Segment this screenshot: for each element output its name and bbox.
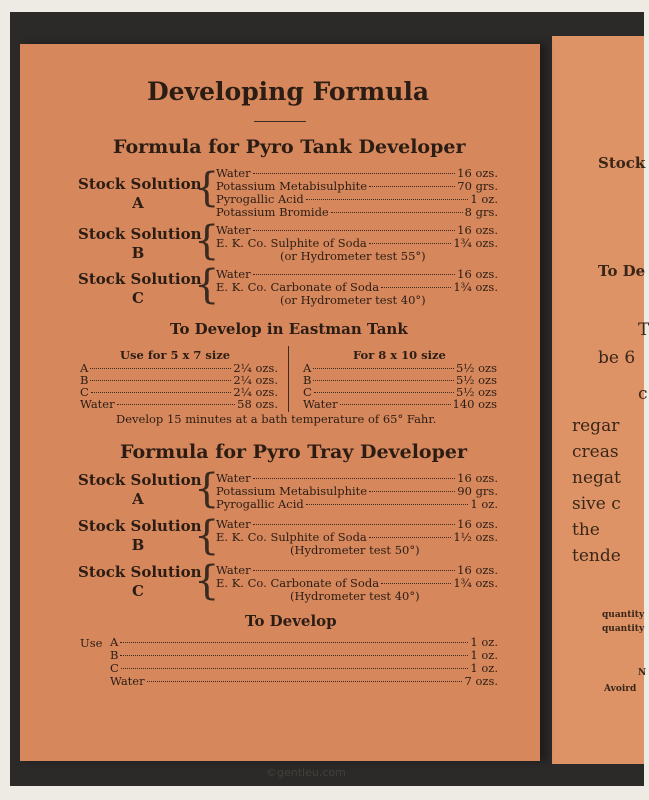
brace-icon: { xyxy=(194,165,220,211)
next-page-be-6: be 6 xyxy=(598,348,636,368)
tank-stock-c-note: (or Hydrometer test 40°) xyxy=(280,293,426,307)
list-item: Potassium Metabisulphite 70 grs. xyxy=(216,179,498,193)
tank-stock-a-label: Stock Solution A xyxy=(78,175,202,212)
next-page-creas: creas xyxy=(572,442,619,462)
list-item: E. K. Co. Sulphite of Soda 1¾ ozs. xyxy=(216,236,498,250)
tank-develop-heading: To Develop in Eastman Tank xyxy=(170,320,408,338)
tray-stock-c-note: (Hydrometer test 40°) xyxy=(290,589,420,603)
next-page-to-develop: To De xyxy=(598,262,646,280)
list-item: E. K. Co. Carbonate of Soda 1¾ ozs. xyxy=(216,280,498,294)
next-page-the: the xyxy=(572,520,600,540)
list-item: Pyrogallic Acid 1 oz. xyxy=(216,192,498,206)
next-page-stock: Stock xyxy=(598,154,646,172)
next-page-n: N xyxy=(638,668,647,678)
brace-icon: { xyxy=(194,218,220,264)
column-divider xyxy=(288,346,289,412)
table-row: C 5½ ozs xyxy=(303,385,497,399)
table-row: Water 7 ozs. xyxy=(110,674,498,688)
table-row: B 2¼ ozs. xyxy=(80,373,278,387)
title-rule xyxy=(254,121,306,122)
col-8x10-heading: For 8 x 10 size xyxy=(353,348,446,362)
tray-stock-b-note: (Hydrometer test 50°) xyxy=(290,543,420,557)
tray-stock-c-label: Stock Solution C xyxy=(78,563,202,600)
tank-develop-note: Develop 15 minutes at a bath temperature of 65° Fahr. xyxy=(116,412,437,426)
next-page-c: c xyxy=(638,384,648,404)
tray-develop-heading: To Develop xyxy=(245,612,337,630)
list-item: Water 16 ozs. xyxy=(216,471,498,485)
list-item: Potassium Bromide 8 grs. xyxy=(216,205,498,219)
list-item: Pyrogallic Acid 1 oz. xyxy=(216,497,498,511)
tray-heading: Formula for Pyro Tray Developer xyxy=(120,441,467,463)
next-page xyxy=(552,36,649,764)
list-item: Water 16 ozs. xyxy=(216,223,498,237)
table-row: A 5½ ozs xyxy=(303,361,497,375)
tray-stock-b-label: Stock Solution B xyxy=(78,517,202,554)
next-page-regar: regar xyxy=(572,416,620,436)
list-item: Water 16 ozs. xyxy=(216,517,498,531)
brace-icon: { xyxy=(194,262,220,308)
brace-icon: { xyxy=(194,466,220,512)
next-page-avoird: Avoird xyxy=(604,684,637,694)
tank-heading: Formula for Pyro Tank Developer xyxy=(113,136,466,158)
table-row: A 1 oz. xyxy=(110,635,498,649)
table-row: Water 58 ozs. xyxy=(80,397,278,411)
next-page-negat: negat xyxy=(572,468,621,488)
table-row: A 2¼ ozs. xyxy=(80,361,278,375)
list-item: Water 16 ozs. xyxy=(216,563,498,577)
list-item: E. K. Co. Sulphite of Soda 1½ ozs. xyxy=(216,530,498,544)
table-row: Water 140 ozs xyxy=(303,397,497,411)
next-page-sive-c: sive c xyxy=(572,494,621,514)
next-page-quantity-1: quantity xyxy=(602,610,645,620)
list-item: Potassium Metabisulphite 90 grs. xyxy=(216,484,498,498)
tank-stock-c-label: Stock Solution C xyxy=(78,270,202,307)
use-label: Use xyxy=(80,636,103,650)
table-row: C 2¼ ozs. xyxy=(80,385,278,399)
formula-page xyxy=(20,44,540,761)
table-row: B 5½ ozs xyxy=(303,373,497,387)
next-page-tende: tende xyxy=(572,546,621,566)
next-page-t: T xyxy=(638,320,649,340)
brace-icon: { xyxy=(194,558,220,604)
tank-stock-b-note: (or Hydrometer test 55°) xyxy=(280,249,426,263)
table-row: B 1 oz. xyxy=(110,648,498,662)
tray-stock-a-label: Stock Solution A xyxy=(78,471,202,508)
page-title: Developing Formula xyxy=(147,77,430,106)
list-item: E. K. Co. Carbonate of Soda 1¾ ozs. xyxy=(216,576,498,590)
list-item: Water 16 ozs. xyxy=(216,166,498,180)
col-5x7-heading: Use for 5 x 7 size xyxy=(120,348,231,362)
brace-icon: { xyxy=(194,513,220,559)
list-item: Water 16 ozs. xyxy=(216,267,498,281)
watermark: ©gentleu.com xyxy=(266,766,346,779)
tank-stock-b-label: Stock Solution B xyxy=(78,225,202,262)
next-page-quantity-2: quantity xyxy=(602,624,645,634)
table-row: C 1 oz. xyxy=(110,661,498,675)
